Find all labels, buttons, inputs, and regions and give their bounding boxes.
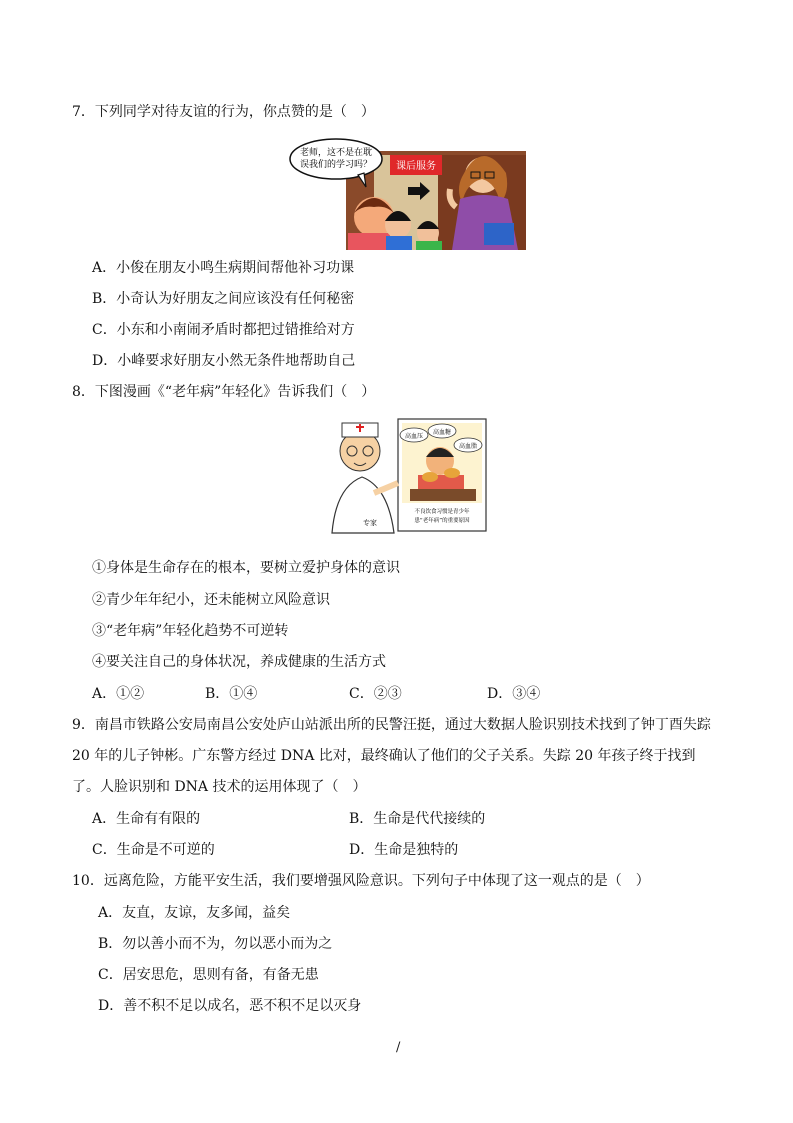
- q7-bubble-line1: 老师，这不是在耽: [299, 148, 373, 158]
- q8-statement-1: ①身体是生命存在的根本，要树立爱护身体的意识: [92, 560, 400, 576]
- q8-statement-2: ②青少年年纪小，还未能树立风险意识: [92, 592, 330, 608]
- q9-option-c: C．生命是不可逆的: [92, 842, 215, 858]
- q10-option-b: B．勿以善小而不为，勿以恶小而为之: [98, 936, 333, 952]
- q8-stem: 8．下图漫画《“老年病”年轻化》告诉我们（ ）: [72, 384, 376, 400]
- q8-caption-line1: 不良饮食习惯是青少年: [414, 509, 470, 515]
- q7-option-a: A．小俊在朋友小鸣生病期间帮他补习功课: [92, 260, 355, 276]
- q10-option-d: D．善不积不足以成名，恶不积不足以灭身: [98, 998, 362, 1014]
- q8-option-c: C．②③: [349, 686, 402, 702]
- q8-label-2: 高血糖: [432, 429, 452, 436]
- q8-expert-label: 专家: [363, 519, 377, 527]
- q8-option-b: B．①④: [205, 686, 258, 702]
- q8-caption-line2: 患“老年病”的重要原因: [414, 518, 470, 524]
- q7-option-c: C．小东和小南闹矛盾时都把过错推给对方: [92, 322, 355, 338]
- q8-label-1: 高血压: [404, 433, 424, 440]
- q8-option-a: A．①②: [92, 686, 145, 702]
- q9-option-a: A．生命有有限的: [92, 811, 201, 827]
- page-footer-mark: /: [396, 1040, 401, 1055]
- q8-cartoon: [330, 415, 490, 537]
- q10-option-a: A．友直，友谅，友多闻，益矣: [98, 905, 291, 921]
- q8-option-d: D．③④: [487, 686, 541, 702]
- q8-statement-4: ④要关注自己的身体状况，养成健康的生活方式: [92, 654, 386, 670]
- q8-label-3: 高血脂: [458, 443, 478, 450]
- q7-option-b: B．小奇认为好朋友之间应该没有任何秘密: [92, 291, 355, 307]
- q10-option-c: C．居安思危，思则有备，有备无患: [98, 967, 319, 983]
- q9-stem: 9．南昌市铁路公安局南昌公安处庐山站派出所的民警汪挺，通过大数据人脸识别技术找到了钟丁酉失踪 20 年的儿子钟彬。广东警方经过 DNA 比对，最终确认了他们的父子关系。失踪 20 年孩子终于找到了。人脸识别和 DNA 技术的运用体现了（ ）: [72, 717, 711, 795]
- q8-statement-3: ③“老年病”年轻化趋势不可逆转: [92, 623, 289, 639]
- q7-stem: 7．下列同学对待友谊的行为，你点赞的是（ ）: [72, 104, 375, 120]
- q9-option-b: B．生命是代代接续的: [349, 811, 486, 827]
- q7-sign-text: 课后服务: [396, 161, 436, 172]
- q7-option-d: D．小峰要求好朋友小然无条件地帮助自己: [92, 353, 356, 369]
- q10-stem: 10．远离危险，方能平安生活，我们要增强风险意识。下列句子中体现了这一观点的是（ ）: [72, 873, 650, 889]
- q7-bubble-line2: 误我们的学习吗？: [299, 160, 373, 170]
- q9-option-d: D．生命是独特的: [349, 842, 459, 858]
- q7-cartoon: [288, 137, 528, 250]
